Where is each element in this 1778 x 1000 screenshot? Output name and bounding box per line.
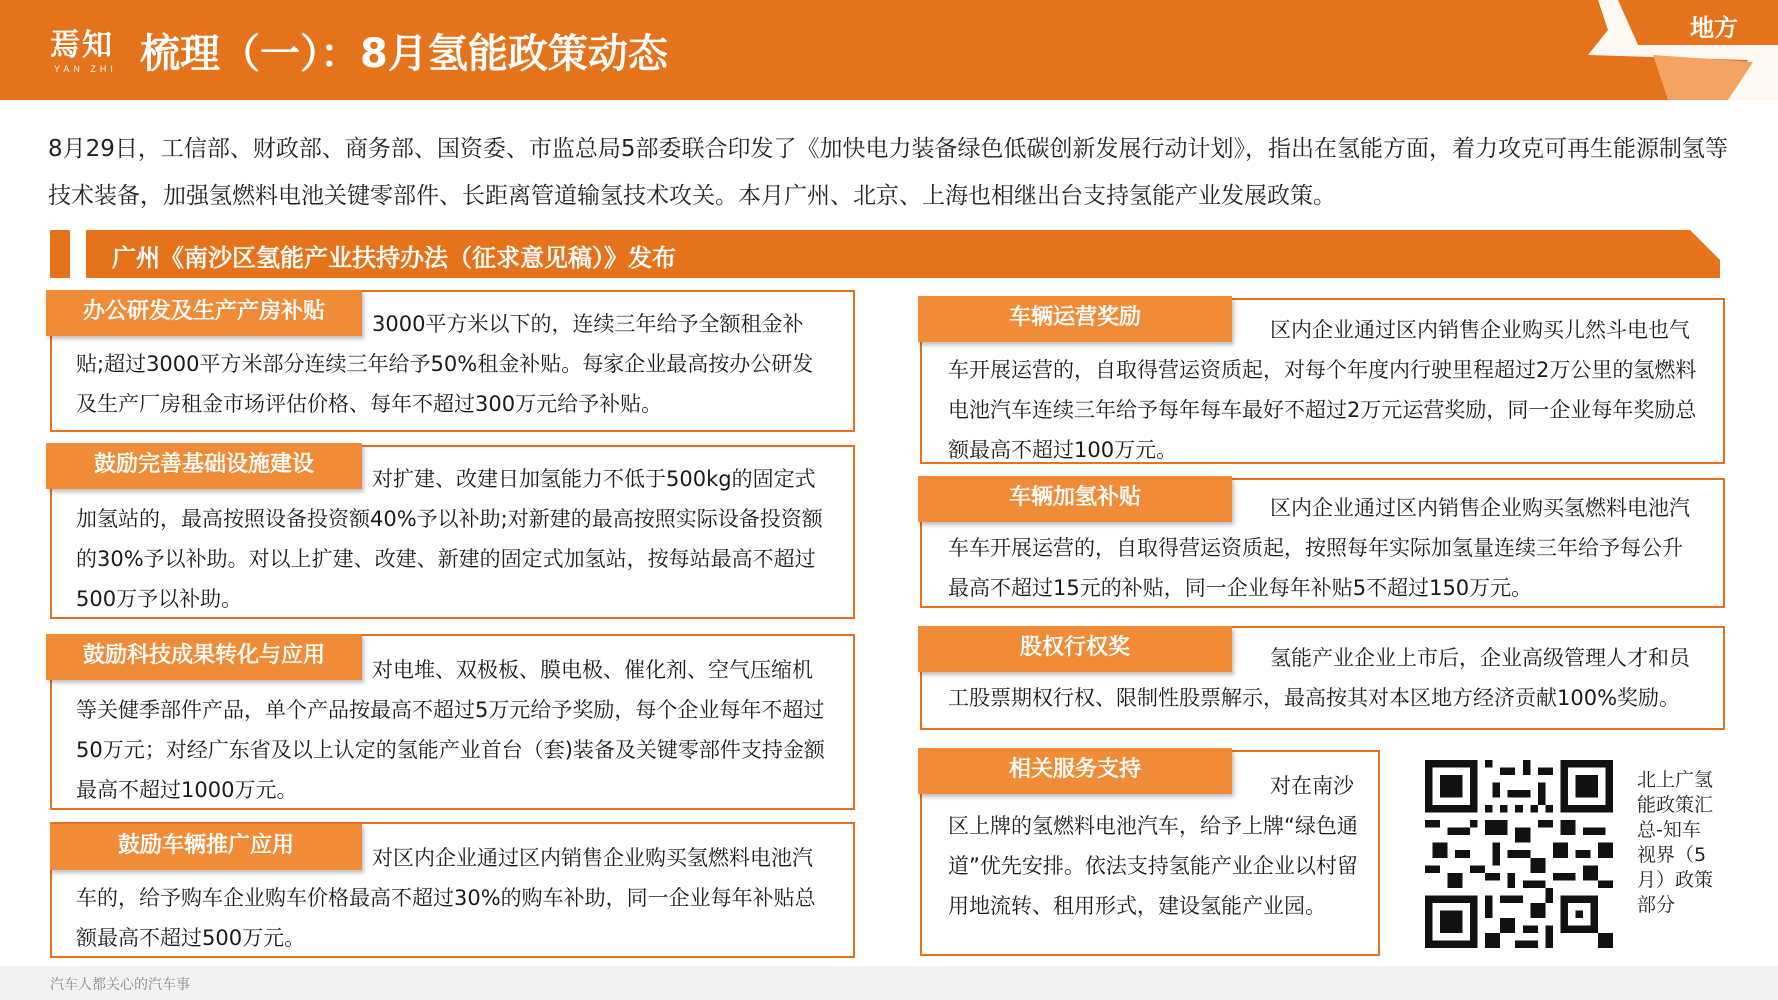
card-text: 区内企业通过区内销售企业购买儿然斗电也气车开展运营的，自取得营运资质起，对每个年度内行驶里程超过2万公里的氢燃料电池汽车连续三年给予每年每车最好不超过2万元运营奖励，同一企业每年奖励总额最高不超过100万元。 <box>948 318 1697 462</box>
intro-paragraph: 8月29日，工信部、财政部、商务部、国资委、市监总局5部委联合印发了《加快电力装备绿色低碳创新发展行动计划》，指出在氢能方面，着力攻克可再生能源制氢等技术装备，加强氢燃料电池关键零部件、长距离管道输氢技术攻关。本月广州、北京、上海也相继出台支持氢能产业发展政策。 <box>48 136 1729 209</box>
tag-vehicle-promotion: 鼓励车辆推广应用 <box>50 824 362 870</box>
section-banner <box>50 230 1720 278</box>
logo-subtitle: YAN ZHI <box>54 64 117 74</box>
tag-infrastructure: 鼓励完善基础设施建设 <box>46 443 362 489</box>
card-text: 对在南沙区上牌的氢燃料电池汽车，给予上牌“绿色通道”优先安排。依法支持氢能产业企业以村留用地流转、租用形式，建设氢能产业园。 <box>948 774 1358 918</box>
yanzhi-logo <box>50 20 120 82</box>
footer-bar <box>0 966 1778 1000</box>
card-text: 对电堆、双极板、膜电极、催化剂、空气压缩机等关健季部件产品，单个产品按最高不超过5万元给予奖励，每个企业每年不超过50万元；对经广东省及以上认定的氢能产业首台（套)装备及关键零部件支持金额最高不超过1000万元。 <box>76 658 825 802</box>
footer-slogan: 汽车人都关心的汽车事 <box>50 977 190 993</box>
tag-office-subsidy: 办公研发及生产产房补贴 <box>46 290 362 336</box>
tag-services: 相关服务支持 <box>918 748 1232 794</box>
tag-tech-transfer: 鼓励科技成果转化与应用 <box>46 634 362 680</box>
card-text: 氢能产业企业上市后，企业高级管理人才和员工股票期权行权、限制性股票解示，最高按其对本区地方经济贡献100%奖励。 <box>948 646 1690 710</box>
card-text: 对扩建、改建日加氢能力不低于500kg的固定式加氢站的，最高按照设备投资额40%予以补助;对新建的最高按照实际设备投资额的30%予以补助。对以上扩建、改建、新建的固定式加氢站，按每站最高不超过500万予以补助。 <box>76 467 823 611</box>
tag-hydrogen-refuel: 车辆加氢补贴 <box>918 476 1232 522</box>
logo-chars: 焉知 <box>50 28 114 63</box>
tag-equity: 股权行权奖 <box>918 626 1232 672</box>
qr-caption: 北上广氢能政策汇总-知车视界（5月）政策部分 <box>1637 769 1714 916</box>
banner-title: 广州《南沙区氢能产业扶持办法（征求意见稿）》发布 <box>112 244 676 272</box>
qr-code-icon[interactable] <box>1425 760 1613 948</box>
corner-label: 地方 <box>1690 14 1738 42</box>
tag-vehicle-operation: 车辆运营奖励 <box>918 296 1232 342</box>
corner-ribbon-icon <box>1578 0 1778 100</box>
page-title: 梳理（一）：8月氢能政策动态 <box>140 31 668 77</box>
card-text: 区内企业通过区内销售企业购买氢燃料电池汽车车开展运营的，自取得营运资质起，按照每年实际加氢量连续三年给予每公升最高不超过15元的补贴，同一企业每年补贴5不超过150万元。 <box>948 496 1690 600</box>
header-bar <box>0 0 1778 100</box>
card-text: 3000平方米以下的，连续三年给予全额租金补贴;超过3000平方米部分连续三年给予50%租金补贴。每家企业最高按办公研发及生产厂房租金市场评估价格、每年不超过300万元给予补贴。 <box>76 312 814 416</box>
card-text: 对区内企业通过区内销售企业购买氢燃料电池汽车的，给予购车企业购车价格最高不超过30%的购车补助，同一企业每年补贴总额最高不超过500万元。 <box>76 846 816 950</box>
